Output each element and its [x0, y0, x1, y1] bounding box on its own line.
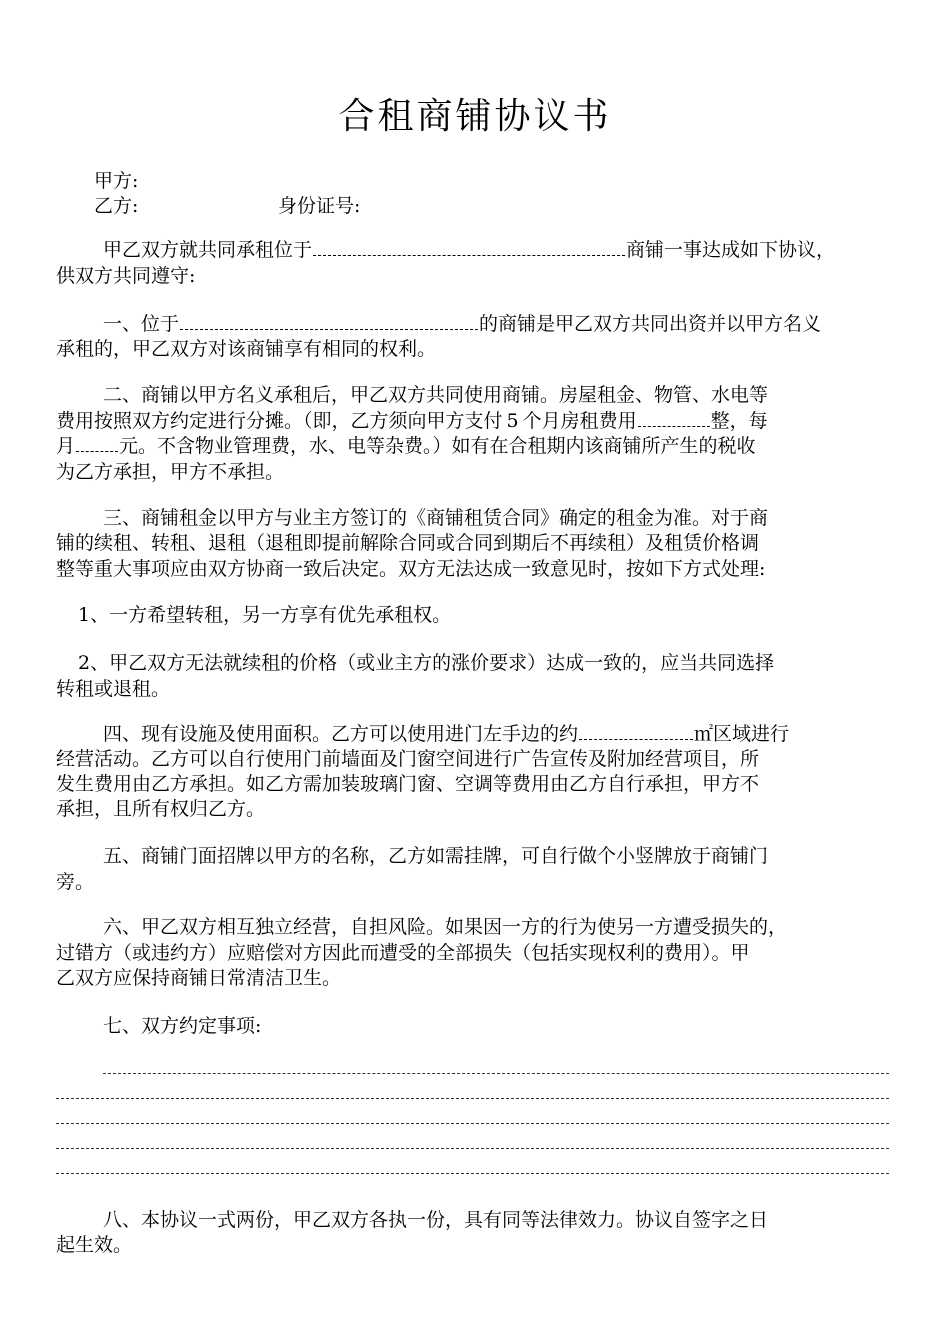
- monthly-rent-blank[interactable]: [76, 433, 118, 452]
- clause-4-line-4: 承担，且所有权归乙方。: [56, 798, 266, 820]
- clause-2-line-3: [56, 433, 896, 459]
- clause-1-line-1: [103, 311, 896, 337]
- agreed-matters-line-3[interactable]: [56, 1123, 889, 1124]
- clause-4-line-3: 发生费用由乙方承担。如乙方需加装玻璃门窗、空调等费用由乙方自行承担，甲方不: [56, 773, 760, 795]
- clause-3-line-3: 整等重大事项应由双方协商一致后决定。双方无法达成一致意见时，按如下方式处理:: [56, 558, 766, 580]
- clause-2-text-rest: 元。不含物业管理费，水、电等杂费。）如有在合租期内该商铺所产生的税收: [119, 435, 756, 457]
- location-blank[interactable]: [313, 237, 625, 256]
- clause-5-line-2: 旁。: [56, 871, 95, 893]
- months-value: 5: [506, 410, 519, 432]
- clause-2-text-after: 整，每: [710, 410, 768, 432]
- document-title: 合租商铺协议书: [338, 96, 612, 137]
- id-number-label: 身份证号:: [278, 195, 361, 217]
- agreed-matters-line-5[interactable]: [56, 1173, 889, 1174]
- clause-7-heading: 七、双方约定事项:: [103, 1015, 262, 1037]
- agreed-matters-line-4[interactable]: [56, 1148, 889, 1149]
- clause-1-line-2: 承租的，甲乙双方对该商铺享有相同的权利。: [56, 338, 437, 360]
- clause-3-line-1: 三、商铺租金以甲方与业主方签订的《商铺租赁合同》确定的租金为准。对于商: [103, 507, 769, 529]
- clause-8-line-2: 起生效。: [56, 1234, 133, 1256]
- clause-2-line-2: [56, 408, 896, 434]
- intro-text-after: 商铺一事达成如下协议，: [626, 239, 836, 261]
- clause-3-item-2-line-2: 转租或退租。: [56, 678, 171, 700]
- clause-5-line-1: 五、商铺门面招牌以甲方的名称，乙方如需挂牌，可自行做个小竖牌放于商铺门: [103, 845, 769, 867]
- agreed-matters-line-1[interactable]: [103, 1073, 889, 1074]
- clause-2-line-1: 二、商铺以甲方名义承租后，甲乙双方共同使用商铺。房屋租金、物管、水电等: [103, 384, 769, 406]
- party-a-label: 甲方:: [94, 170, 139, 192]
- clause-3-item-2-line-1: 2、甲乙双方无法就续租的价格（或业主方的涨价要求）达成一致的，应当共同选择: [78, 652, 775, 674]
- clause-3-line-2: 铺的续租、转租、退租（退租即提前解除合同或合同到期后不再续租）及租赁价格调: [56, 532, 760, 554]
- rent-total-blank[interactable]: [638, 408, 710, 427]
- shop-address-blank[interactable]: [180, 311, 478, 330]
- clause-6-line-1: 六、甲乙双方相互独立经营，自担风险。如果因一方的行为使另一方遭受损失的，: [103, 916, 788, 938]
- clause-4-text-before: 四、现有设施及使用面积。乙方可以使用进门左手边的约: [103, 723, 579, 745]
- area-blank[interactable]: [579, 721, 693, 740]
- agreed-matters-line-2[interactable]: [56, 1098, 889, 1099]
- clause-4-text-after: ㎡区域进行: [694, 723, 790, 745]
- clause-1-text-after: 的商铺是甲乙双方共同出资并以甲方名义: [479, 313, 822, 335]
- clause-1-text-before: 一、位于: [103, 313, 180, 335]
- intro-line-2: 供双方共同遵守:: [56, 265, 196, 287]
- clause-2-text-before: 费用按照双方约定进行分摊。（即，乙方须向甲方支付: [56, 410, 503, 432]
- clause-2-month-label: 月: [56, 435, 76, 457]
- clause-4-line-1: [103, 721, 896, 747]
- intro-text-before: 甲乙双方就共同承租位于: [103, 239, 313, 261]
- clause-6-line-3: 乙双方应保持商铺日常清洁卫生。: [56, 967, 342, 989]
- intro-line-1: [103, 237, 896, 263]
- party-b-label: 乙方:: [94, 195, 139, 217]
- clause-6-line-2: 过错方（或违约方）应赔偿对方因此而遭受的全部损失（包括实现权利的费用）。甲: [56, 942, 750, 964]
- clause-3-item-1: 1、一方希望转租，另一方享有优先承租权。: [78, 604, 452, 626]
- clause-2-text-mid: 个月房租费用: [522, 410, 637, 432]
- clause-8-line-1: 八、本协议一式两份，甲乙双方各执一份，具有同等法律效力。协议自签字之日: [103, 1209, 769, 1231]
- clause-2-line-4: 为乙方承担，甲方不承担。: [56, 461, 285, 483]
- clause-4-line-2: 经营活动。乙方可以自行使用门前墙面及门窗空间进行广告宣传及附加经营项目，所: [56, 748, 760, 770]
